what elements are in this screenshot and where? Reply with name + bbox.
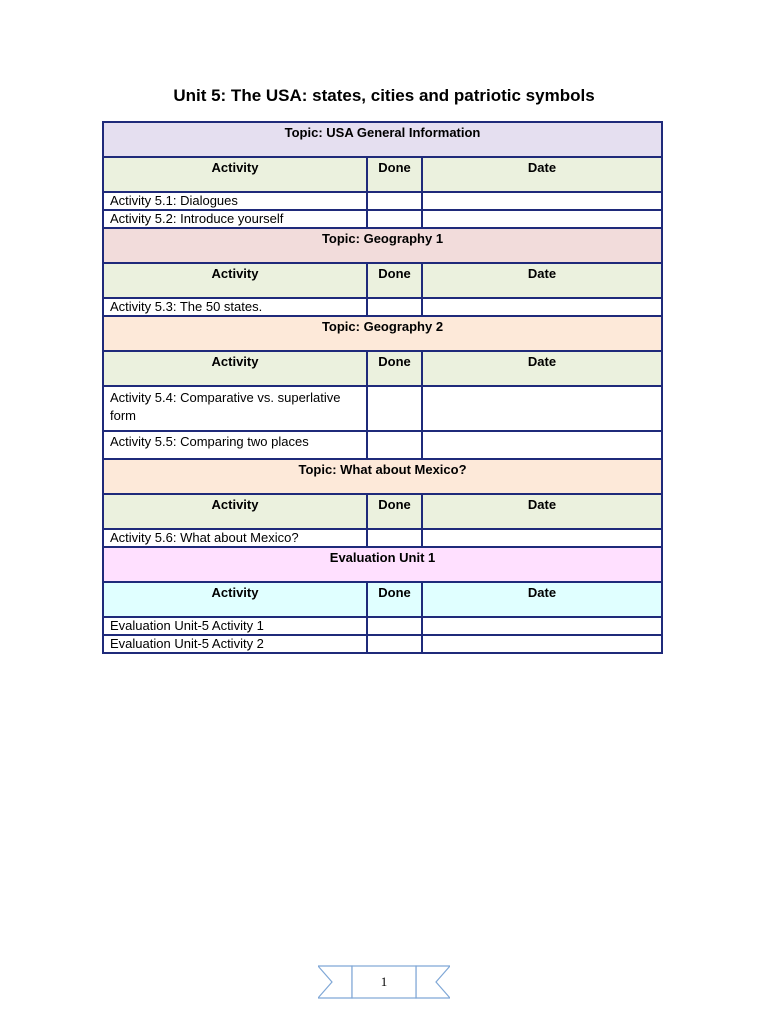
header-row <box>103 263 662 298</box>
header-row <box>103 494 662 529</box>
activity-header: Activity <box>103 351 367 386</box>
topic-row <box>103 228 662 263</box>
activity-header: Activity <box>103 157 367 192</box>
date-header: Date <box>422 263 662 298</box>
topic-title: Topic: Geography 2 <box>103 316 662 351</box>
activity-checklist-table <box>102 121 663 654</box>
topic-title: Evaluation Unit 1 <box>103 547 662 582</box>
activity-cell: Evaluation Unit-5 Activity 2 <box>103 635 367 653</box>
activity-cell: Activity 5.4: Comparative vs. superlative form <box>103 386 367 431</box>
header-row <box>103 582 662 617</box>
activity-header: Activity <box>103 263 367 298</box>
done-cell[interactable] <box>367 617 422 635</box>
topic-row <box>103 547 662 582</box>
done-cell[interactable] <box>367 386 422 431</box>
topic-title: Topic: What about Mexico? <box>103 459 662 494</box>
header-row <box>103 351 662 386</box>
date-cell[interactable] <box>422 635 662 653</box>
date-header: Date <box>422 351 662 386</box>
done-header: Done <box>367 351 422 386</box>
done-cell[interactable] <box>367 210 422 228</box>
done-cell[interactable] <box>367 635 422 653</box>
date-header: Date <box>422 494 662 529</box>
header-row <box>103 157 662 192</box>
activity-cell: Activity 5.1: Dialogues <box>103 192 367 210</box>
date-cell[interactable] <box>422 210 662 228</box>
table-row <box>103 192 662 210</box>
topic-title: Topic: Geography 1 <box>103 228 662 263</box>
activity-cell: Activity 5.6: What about Mexico? <box>103 529 367 547</box>
topic-row <box>103 316 662 351</box>
date-cell[interactable] <box>422 298 662 316</box>
activity-cell: Evaluation Unit-5 Activity 1 <box>103 617 367 635</box>
activity-header: Activity <box>103 582 367 617</box>
table-row <box>103 386 662 431</box>
topic-title: Topic: USA General Information <box>103 122 662 157</box>
topic-row <box>103 122 662 157</box>
done-cell[interactable] <box>367 431 422 459</box>
done-cell[interactable] <box>367 192 422 210</box>
done-header: Done <box>367 494 422 529</box>
date-header: Date <box>422 157 662 192</box>
date-header: Date <box>422 582 662 617</box>
activity-cell: Activity 5.5: Comparing two places <box>103 431 367 459</box>
page-number: 1 <box>380 974 388 989</box>
done-header: Done <box>367 263 422 298</box>
table-row <box>103 635 662 653</box>
activity-cell: Activity 5.3: The 50 states. <box>103 298 367 316</box>
date-cell[interactable] <box>422 386 662 431</box>
done-header: Done <box>367 582 422 617</box>
activity-header: Activity <box>103 494 367 529</box>
date-cell[interactable] <box>422 431 662 459</box>
done-header: Done <box>367 157 422 192</box>
activity-cell: Activity 5.2: Introduce yourself <box>103 210 367 228</box>
table-row <box>103 210 662 228</box>
table-row <box>103 617 662 635</box>
table-row <box>103 298 662 316</box>
date-cell[interactable] <box>422 617 662 635</box>
page-title: Unit 5: The USA: states, cities and patriotic symbols <box>173 86 595 105</box>
table-row <box>103 431 662 459</box>
done-cell[interactable] <box>367 529 422 547</box>
topic-row <box>103 459 662 494</box>
table-row <box>103 529 662 547</box>
date-cell[interactable] <box>422 529 662 547</box>
date-cell[interactable] <box>422 192 662 210</box>
done-cell[interactable] <box>367 298 422 316</box>
